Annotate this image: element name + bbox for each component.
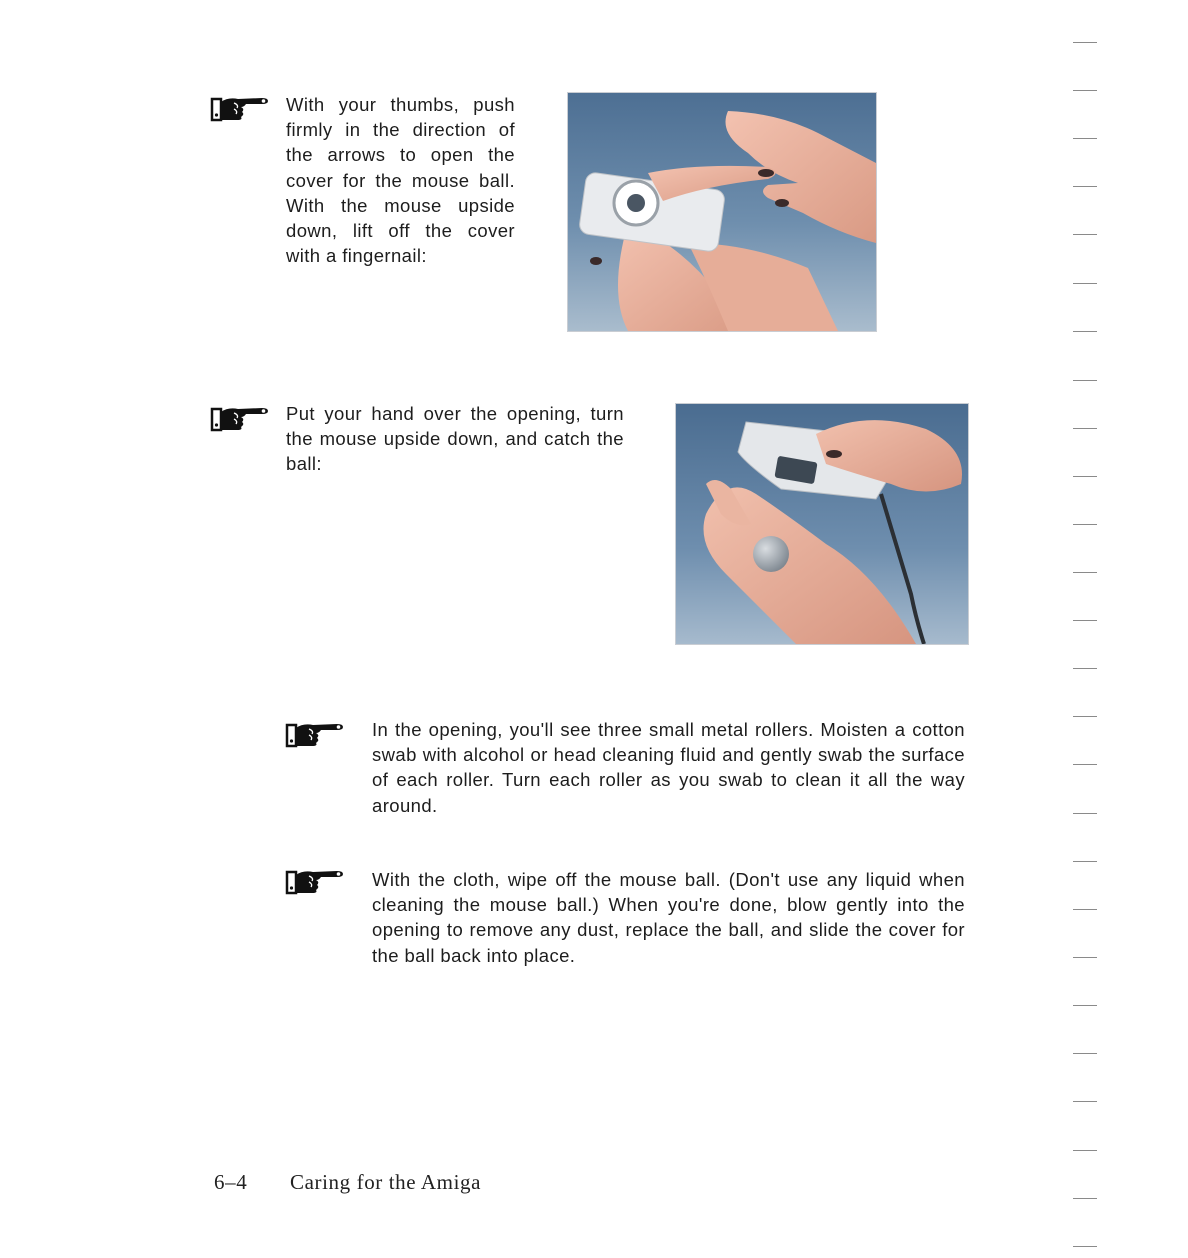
photo-opening-mouse-cover [567,92,877,332]
pointing-hand-icon [210,93,272,125]
photo-catching-mouse-ball [675,403,969,645]
pointing-hand-icon [285,866,347,898]
chapter-title: Caring for the Amiga [290,1170,482,1194]
step-text: With your thumbs, push firmly in the direction of the arrows to open the cover for the mouse ball. With the mouse upside down, lift off the cover with a fingernail: [286,94,515,267]
page-number: 6–4 [214,1170,248,1194]
step-text: Put your hand over the opening, turn the mouse upside down, and catch the ball: [286,403,624,475]
step-text: With the cloth, wipe off the mouse ball. (Don't use any liquid when cleaning the mouse ball.) When you're done, blow gently into the opening to remove any dust, replace the ball, and slide the cover for the ball back into place. [372,869,965,966]
pointing-hand-icon [210,403,272,435]
step-text: In the opening, you'll see three small metal rollers. Moisten a cotton swab with alcohol or head cleaning fluid and gently swab the surface of each roller. Turn each roller as you swab to clean it all the way around. [372,719,965,816]
pointing-hand-icon [285,719,347,751]
